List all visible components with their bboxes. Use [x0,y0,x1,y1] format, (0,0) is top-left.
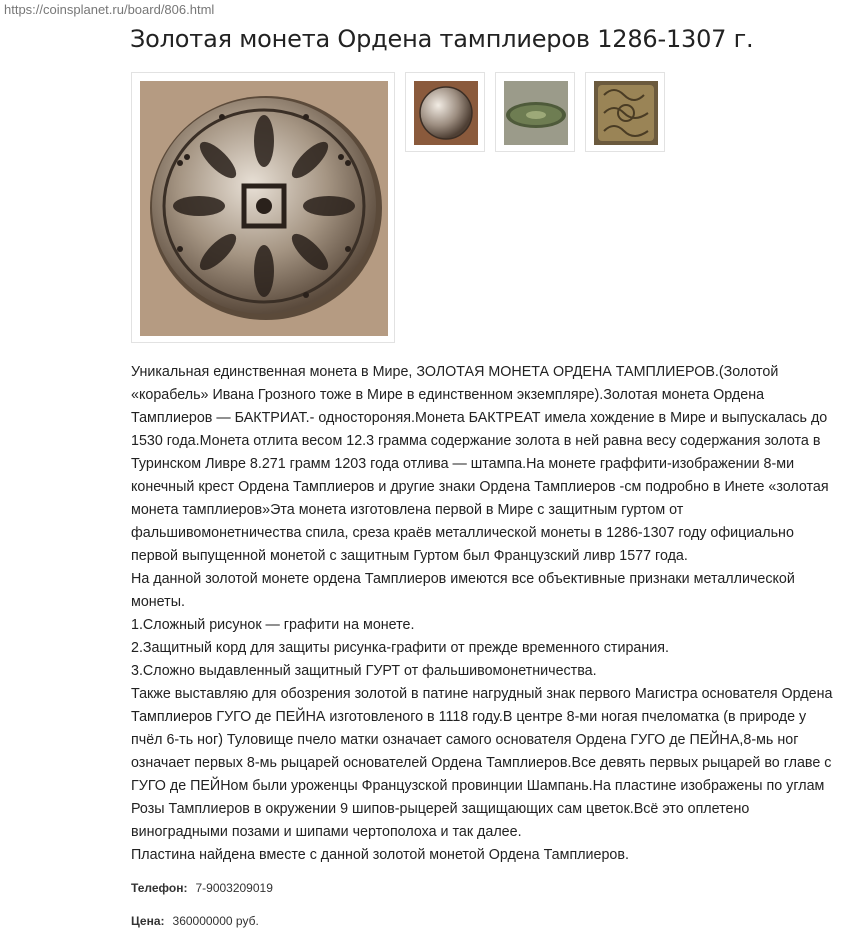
description-paragraph: На данной золотой монете ордена Тамплиеров имеются все объективные признаки металлической монеты. [131,571,795,610]
price-value: 360000000 руб. [172,914,259,928]
thumbnail-2[interactable] [495,72,575,152]
description-paragraph: Пластина найдена вместе с данной золотой монетой Ордена Тамплиеров. [131,847,629,863]
page-title: Золотая монета Ордена тамплиеров 1286-1307 г. [130,25,754,53]
phone-label: Телефон: [131,881,188,895]
price-label: Цена: [131,914,165,928]
phone-value: 7-9003209019 [195,881,273,895]
main-photo[interactable] [131,72,395,343]
description-paragraph: Также выставляю для обозрения золотой в патине нагрудный знак первого Магистра основателя Ордена Тамплиеров ГУГО де ПЕЙНА изготовленого в 1118 году.В центре 8-ми ногая пчеломатка (в природе у пчёл 6-ть ног) Туловище пчело матки означает самого основателя Ордена ГУГО де ПЕЙНА,8-мь ног означает первых 8-мь рыцарей основателей Ордена Тамплиеров.Все девять первых рыцарей во главе с ГУГО де ПЕЙНом были уроженцы Французской провинции Шампань.На пластине изображены по углам Розы Тамплиеров в окружении 9 шипов-рыцерей защищающих сам цветок.Всё это оплетено виноградными позами и шипами чертополоха и так далее. [131,686,833,840]
price-field [131,914,259,928]
plate-side-thumbnail-image [504,81,568,145]
description-list-item: 1.Сложный рисунок — графити на монете. [131,617,415,633]
phone-field [131,881,273,895]
description-list-item: 2.Защитный корд для защиты рисунка-графити от прежде временного стирания. [131,640,669,656]
badge-thumbnail-image [594,81,658,145]
thumbnail-1[interactable] [405,72,485,152]
listing-description [131,361,836,867]
address-bar[interactable]: https://coinsplanet.ru/board/806.html [4,2,215,17]
thumbnail-3[interactable] [585,72,665,152]
coin-image [140,81,388,336]
coin-thumbnail-image [414,81,478,145]
description-list-item: 3.Сложно выдавленный защитный ГУРТ от фальшивомонетничества. [131,663,597,679]
description-paragraph: Уникальная единственная монета в Мире, ЗОЛОТАЯ МОНЕТА ОРДЕНА ТАМПЛИЕРОВ.(Золотой «корабель» Ивана Грозного тоже в Мире в единственном экземпляре).Золотая монета Ордена Тамплиеров — БАКТРИАТ.- одностороняя.Монета БАКТРЕАТ имела хождение в Мире и выпускалась до 1530 года.Монета отлита весом 12.3 грамма содержание золота в ней равна весу содержания золота в Туринском Ливре 8.271 грамм 1203 года отлива — штампа.На монете граффити-изображении 8-ми конечный крест Ордена Тамплиеров и другие знаки Ордена Тамплиеров -см подробно в Инете «золотая монета тамплиеров»Эта монета изготовлена первой в Мире с защитным гуртом от фальшивомонетничества спила, среза краёв металлической монеты в 1286-1307 году официально первой выпущенной монетой с защитным Гуртом был Французский ливр 1577 года. [131,364,829,564]
